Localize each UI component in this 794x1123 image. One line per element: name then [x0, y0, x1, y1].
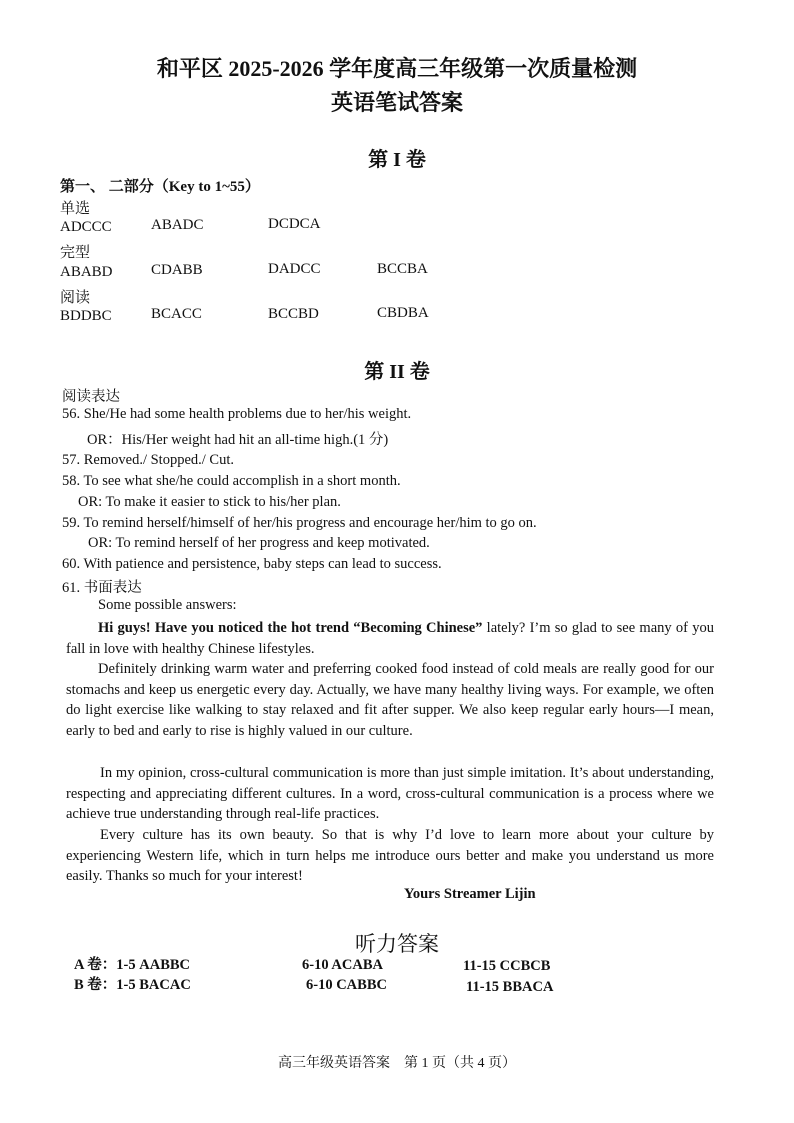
- answer-key-cell: ABADC: [151, 217, 204, 233]
- answer-key-cell: DCDCA: [268, 216, 321, 232]
- part2-heading: 第 II 卷: [364, 361, 430, 383]
- essay-paragraph: Definitely drinking warm water and preferring cooked food instead of cold meals are really good for our stomachs and keep us energetic every day. Actually, we have many healthy living ways. For example, we often do light exercise like walking to stay relaxed and fit after supper. We also keep regular early hours—I mean, early to bed and early to rise is highly valued in our culture.: [66, 661, 714, 739]
- answer-key-cell: BCCBD: [268, 306, 319, 322]
- answer-item-57: 57. Removed./ Stopped./ Cut.: [62, 452, 234, 468]
- essay-paragraph: [66, 618, 714, 659]
- essay-opening-bold: Hi guys! Have you noticed the hot trend “Becoming Chinese”: [98, 620, 483, 636]
- page-footer: 高三年级英语答案 第 1 页（共 4 页）: [278, 1056, 516, 1071]
- answer-key-cell: CDABB: [151, 262, 203, 278]
- listening-row-b-label: B 卷：1-5 BACAC: [74, 977, 191, 993]
- listening-row-a-right: 11-15 CCBCB: [463, 958, 551, 974]
- group-label-reading: 阅读: [60, 290, 91, 306]
- answer-key-cell: ABABD: [60, 264, 113, 280]
- answer-item-59-alt: OR: To remind herself of her progress and keep motivated.: [88, 535, 430, 551]
- essay-paragraph: Every culture has its own beauty. So that is why I’d love to learn more about your culture by experiencing Western life, which in turn helps me introduce ours better and make you understand us more easily. Thanks so much for your interest!: [66, 827, 714, 884]
- answer-key-cell: BCACC: [151, 306, 202, 322]
- answer-item-58: 58. To see what she/he could accomplish in a short month.: [62, 473, 401, 489]
- answer-item-56-alt: OR：His/Her weight had hit an all-time high.(1 分): [87, 432, 389, 448]
- essay-signature: Yours Streamer Lijin: [404, 886, 536, 902]
- document-title: 和平区 2025-2026 学年度高三年级第一次质量检测: [156, 56, 638, 81]
- answer-item-59: 59. To remind herself/himself of her/his progress and encourage her/him to go on.: [62, 515, 537, 531]
- essay-opening-rest: lately? I’m so glad to see many of you fall in love with healthy Chinese lifestyles.: [66, 620, 714, 657]
- group-label-cloze: 完型: [60, 245, 91, 261]
- listening-row-a-label: A 卷：1-5 AABBC: [74, 957, 191, 973]
- answer-key-cell: ADCCC: [60, 219, 112, 235]
- listening-row-b-right: 11-15 BBACA: [466, 979, 554, 995]
- answer-key-cell: CBDBA: [377, 305, 429, 321]
- listening-row-b-mid: 6-10 CABBC: [306, 977, 387, 993]
- answer-item-56: 56. She/He had some health problems due to her/his weight.: [62, 406, 412, 422]
- group-label-single-choice: 单选: [60, 201, 91, 217]
- part1-heading: 第 I 卷: [368, 149, 426, 171]
- listening-row-a-mid: 6-10 ACABA: [302, 957, 383, 973]
- answer-item-58-alt: OR: To make it easier to stick to his/her plan.: [78, 494, 341, 510]
- listening-heading: 听力答案: [355, 932, 439, 956]
- document-subtitle: 英语笔试答案: [330, 90, 463, 115]
- essay-paragraph: In my opinion, cross-cultural communication is more than just simple imitation. It’s about understanding, respecting and appreciating different cultures. In a word, cross-cultural communication is a process where we achieve true understanding through real-life practices.: [66, 765, 714, 822]
- part1-subheading: 第一、 二部分（Key to 1~55）: [60, 179, 260, 195]
- answer-key-cell: DADCC: [268, 261, 321, 277]
- writing-intro: Some possible answers:: [98, 597, 237, 613]
- answer-item-60: 60. With patience and persistence, baby steps can lead to success.: [62, 556, 442, 572]
- answer-key-cell: BCCBA: [377, 261, 428, 277]
- answer-key-cell: BDDBC: [60, 308, 112, 324]
- reading-expression-label: 阅读表达: [62, 389, 120, 405]
- writing-label: 61. 书面表达: [62, 580, 142, 596]
